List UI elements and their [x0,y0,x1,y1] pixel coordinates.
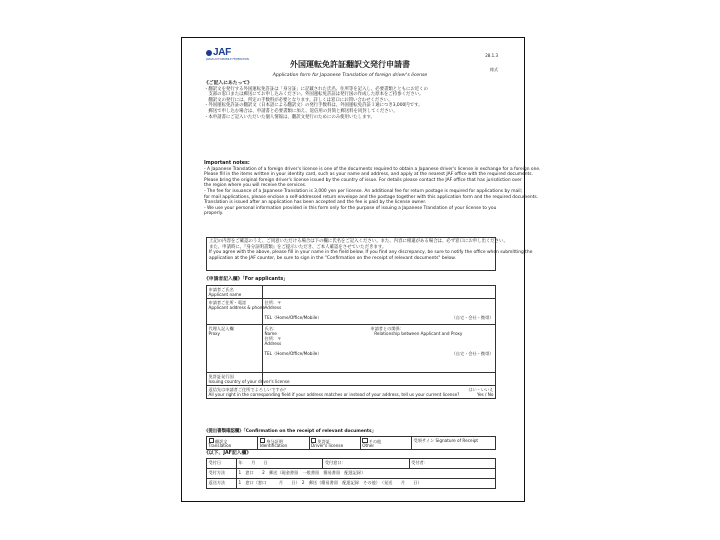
checkbox-icon[interactable] [260,438,265,443]
doc-label-en: Identification [259,443,288,449]
consent-notice-box [206,237,533,271]
instruction-line: ・外国運転免許証の翻訳文（日本語による翻訳文）の発行手数料は、外国運転免許証１通につき3,000円です。 [204,103,423,109]
doc-label-ja: 翻訳文 [214,438,228,444]
jaf-logo-icon [206,50,212,56]
office-method-field[interactable]: 1 窓口 2 郵送（現金書留 一般書留 簡易書留 配達記録） [237,469,496,479]
tel-options: （自宅・会社・携帯） [451,314,494,320]
note-line: Please bring the original foreign driver's license issued by the country of issue. For details please contact the JAF office that has jurisdiction over [204,177,522,183]
return-question-en: All your right in the corresponding field if your address matches or instead of your address, tell us your current license? [208,391,460,397]
label-ja: 申請者ご住所・電話 [208,299,247,305]
yes-no-choice[interactable]: はい・いいえ [468,386,494,392]
doc-label-en: Other [362,443,375,449]
jaf-logo-mark [206,47,232,58]
instruction-line: ・本申請書にご記入いただいた個人情報は、翻訳文発行のためにのみ使用いたします。 [204,114,375,120]
doc-label-ja: その他 [368,438,382,444]
proxy-tel-label: TEL（Home/Office/Mobile） [264,350,322,356]
applicant-name-field[interactable] [263,286,496,299]
note-line: the region where you will receive the services. [204,183,307,189]
office-row-return [207,479,496,489]
doc-label-ja: 免許証 [317,438,330,444]
important-notes-section [204,161,541,217]
tel-label: TEL（Home/Office/Mobile） [264,314,322,320]
office-counter-field[interactable]: 受付窓口： [323,459,409,469]
documents-row [207,437,496,450]
return-question-ja: 返信先は申請者ご住所でよろしいですか？ [208,386,289,392]
jaf-logo-subtitle: JAPAN AUTOMOBILE FEDERATION [206,58,249,61]
proxy-tel-options: （自宅・会社・携帯） [451,350,494,356]
signature-label-en: Signature of Receipt [435,437,479,443]
doc-other[interactable] [360,437,411,450]
office-use-table [206,458,496,489]
office-label: 受付方法 [207,469,237,479]
instruction-line: ・翻訳文を発行する外国運転免許証は「身分証」に記載された氏名、住所等を記入し、必要書類とともにお近くの [204,86,428,92]
instructions-heading: 《ご記入にあたって》 [204,81,252,86]
proxy-address-label-en: Address [264,340,282,346]
note-line: Translation is issued after an application has been accepted and the fee is paid by the license owner. [204,200,427,206]
label-ja: 免許証発行国 [208,373,234,379]
label-en: Applicant name [208,291,242,297]
checkbox-icon[interactable] [311,438,316,443]
issuing-country-row [207,373,496,386]
issuing-country-field[interactable] [263,373,496,386]
note-line: - The fee for issuance of a Japanese Translation is 3,000 yen per license. An additional fee for return postage is required for applications by mail; [204,188,523,194]
instructions-section [204,81,498,120]
note-line: for mail applications, please enclose a self-addressed return envelope and the postage together with this application form and the required documents. [204,194,539,200]
label-en: Issuing country of your driver's license [208,378,290,384]
office-label: 返送方法 [207,479,237,489]
doc-identification[interactable] [258,437,309,450]
doc-label-en: Driver's license [311,443,344,449]
consent-line: application at the JAF counter, be sure to sign in the "Confirmation on the receipt of relevant documents" below. [209,255,456,261]
address-label-ja: 住所：〒 [264,299,282,305]
return-address-row [207,386,496,399]
receipt-signature-field[interactable] [412,437,496,450]
yes-no-choice-en[interactable]: Yes / No [476,391,494,397]
proxy-address-label-ja: 住所：〒 [264,335,282,341]
note-line: - We use your personal information provided in this form only for the purpose of issuing a Japanese Translation of your license to you [204,205,497,211]
documents-section-heading: 《提出書類確認欄》「Confirmation on the receipt of relevant documents」 [204,429,377,434]
form-number: 28.1.3 [485,53,498,58]
office-row-date [207,459,496,469]
title-english: Application form for Japanese Translation of foreign driver's license [272,73,428,78]
label-en: Applicant address & phone [208,304,265,310]
relation-label-ja: 申請者との関係： [370,325,404,331]
applicant-address-label [207,299,263,325]
return-address-question [207,386,496,399]
signature-label-ja: 受領サイン [413,437,435,443]
important-notes-heading: Important notes: [204,161,250,166]
office-section-heading: 《以下、JAF記入欄》 [204,451,252,456]
consent-line: 上記の内容をご確認のうえ、ご同意いただける場合は下の欄に氏名をご記入ください。また、内容に相違がある場合は、必ず窓口にお申し出ください。 [209,239,508,244]
proxy-field[interactable] [263,325,496,373]
proxy-name-label-ja: 氏名： [264,325,278,331]
applicant-name-row [207,286,496,299]
note-line: Please fill in the items written in your identity card, such as your name and address, and apply at the nearest JAF office with the required documents. [204,172,533,178]
checkbox-icon[interactable] [362,438,367,443]
instruction-line: 郵送で申し込む場合は、申請書と必要書類に加え、返信用の封筒と郵送料を同封してください。 [204,108,398,114]
note-line: properly. [204,211,224,217]
note-line: - A Japanese Translation of a foreign driver's license is one of the documents required to obtain a Japanese driver's license in exchange for a foreign one. [204,166,541,172]
applicant-address-field[interactable] [263,299,496,325]
doc-label-en: Translation [208,443,232,449]
documents-table [206,436,496,450]
instruction-line: 支部の窓口または郵送にてお申し込みください。外国運転免許証は発行国の作成した原本をご持参ください。 [204,92,424,98]
jaf-logo-text: JAF [213,47,231,58]
doc-translation[interactable] [207,437,258,450]
checkbox-icon[interactable] [209,438,214,443]
form-code: 様式 [490,67,498,72]
title-japanese: 外国運転免許証翻訳文発行申請書 [290,60,410,69]
doc-label-ja: 身分証明 [266,438,283,444]
office-return-field[interactable]: 1 窓口（窓口 月 日） 2 郵送（簡易書留 配達記録 その他） （発送 月 日） [237,479,496,489]
proxy-name-label-en: Name [264,330,277,336]
applicant-section-heading: 《申請者記入欄》「For applicants」 [204,277,289,282]
office-row-method [207,469,496,479]
office-date-field[interactable]: 年 月 日 [237,459,323,469]
applicant-name-label [207,286,263,299]
proxy-label [207,325,263,373]
application-form-page [198,45,541,493]
consent-line: If you agree with the above, please fill in your name in the field below. If you find any discrepancy, be sure to notify the office when submitting the [209,250,533,256]
instruction-line: 翻訳文の発行には、所定の手数料が必要となります。詳しくは窓口にお問い合わせください。 [204,97,393,103]
doc-drivers-license[interactable] [309,437,360,450]
proxy-row [207,325,496,373]
applicant-address-row [207,299,496,325]
issuing-country-label [207,373,290,386]
consent-line: また、申請時に、『身分証明書類』をご提示いただき、ご本人確認をさせていただきます。 [209,244,387,250]
applicant-table [206,285,496,399]
address-label-en: Address [264,304,282,310]
label-en: Proxy [208,330,220,336]
relation-label-en: Relationship between Applicant and Proxy [374,330,463,336]
label-ja: 代理人記入欄 [208,325,234,331]
office-label: 受付日 [207,459,237,469]
office-receiver-field[interactable]: 受付者： [409,459,495,469]
label-ja: 申請者ご氏名 [208,286,234,292]
